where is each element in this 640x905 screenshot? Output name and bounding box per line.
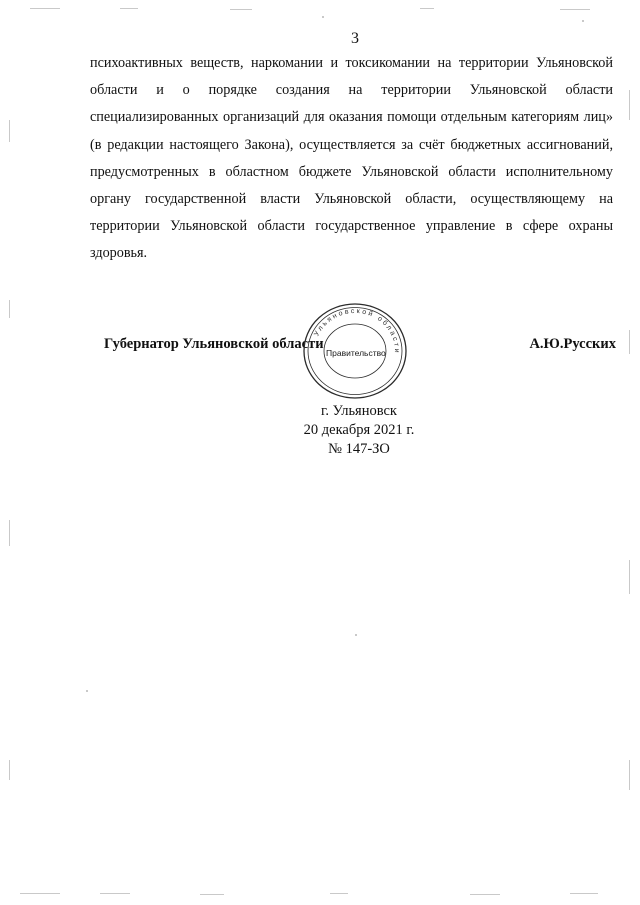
place-date-block: [0, 402, 640, 459]
signatory-name: А.Ю.Русских: [529, 336, 616, 352]
page-number: 3: [351, 30, 359, 47]
law-number: № 147-ЗО: [328, 441, 390, 457]
city: г. Ульяновск: [321, 403, 397, 419]
seal-center-text: Правительство: [326, 348, 386, 358]
seal-ring-textpath: Ульяновской области: [313, 307, 401, 355]
official-seal: [302, 302, 408, 400]
signing-date: 20 декабря 2021 г.: [303, 422, 415, 438]
body-paragraph: психоактивных веществ, наркомании и токсикомании на территории Ульяновской области и о порядке создания на территории Ульяновской области специализированных организаций для оказания помощи отдельным категориям лиц» (в редакции настоящего Закона), осуществляется за счёт бюджетных ассигнований, предусмотренных в областном бюджете Ульяновской области исполнительному органу государственной власти Ульяновской области, осуществляющему на территории Ульяновской области государственное управление в сфере охраны здоровья.: [90, 55, 613, 262]
signatory-title: Губернатор Ульяновской области: [104, 336, 324, 352]
